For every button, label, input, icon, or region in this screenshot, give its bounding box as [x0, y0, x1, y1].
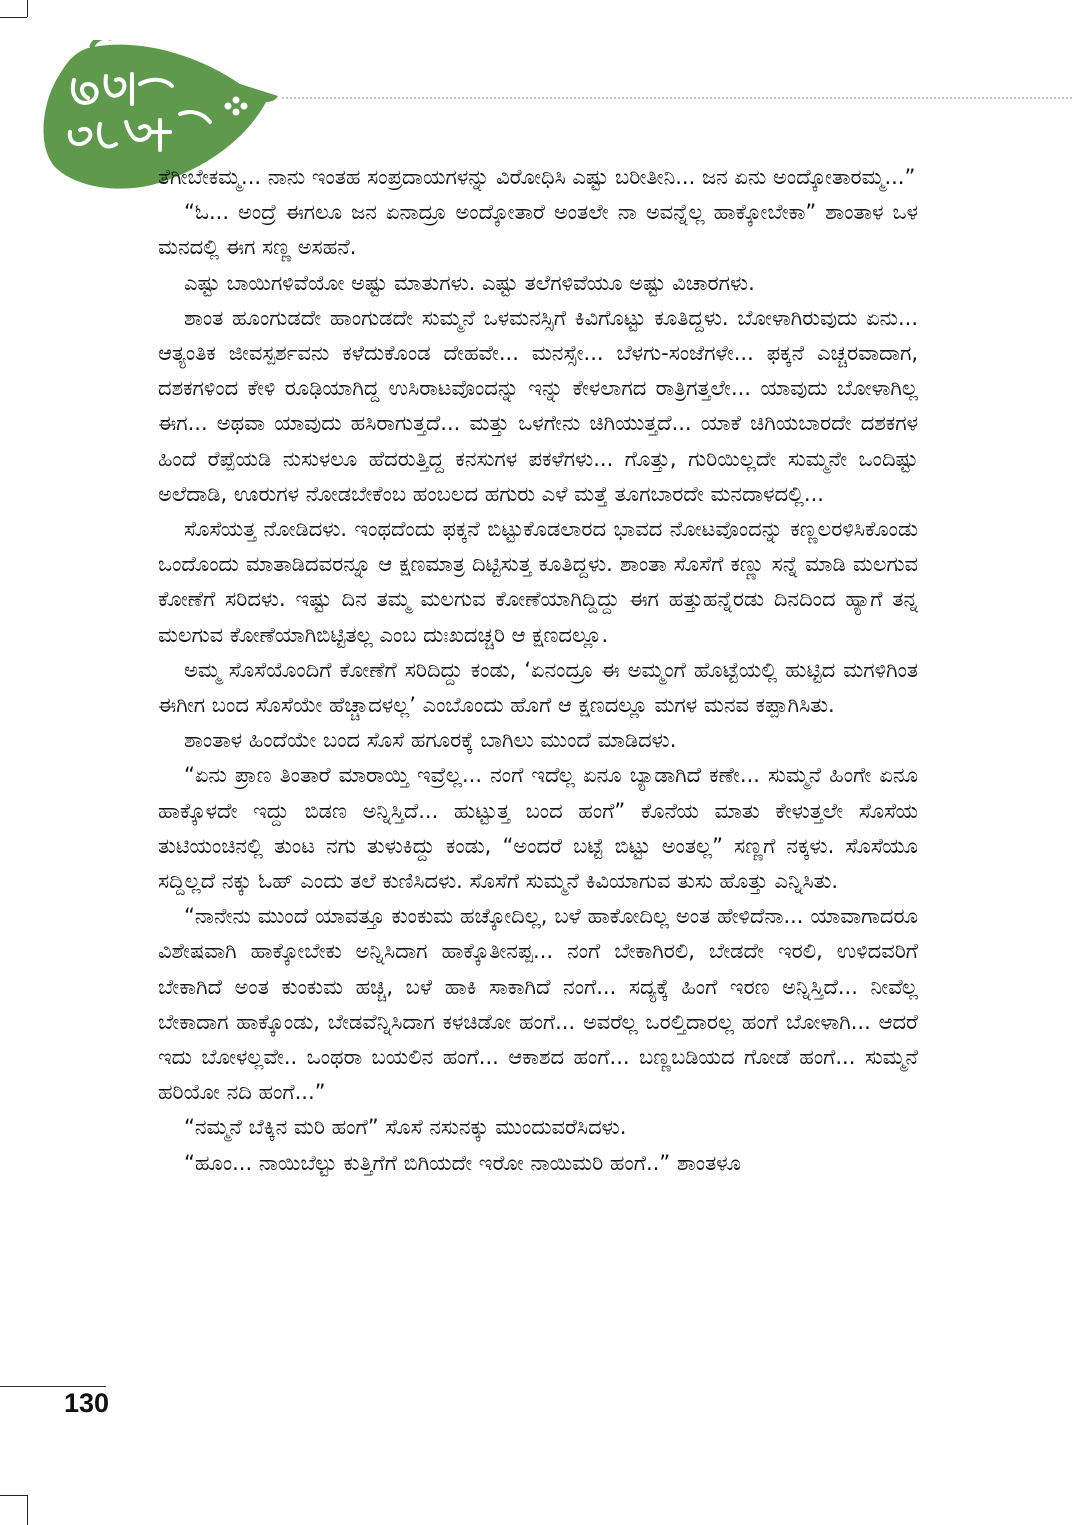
story-text — [158, 160, 918, 1181]
paragraph: ಅಮ್ಮ ಸೊಸೆಯೊಂದಿಗೆ ಕೋಣೆಗೆ ಸರಿದಿದ್ದು ಕಂಡು, ‘ಏನಂದ್ರೂ ಈ ಅಮ್ಮಂಗೆ ಹೊಟ್ಟೆಯಲ್ಲಿ ಹುಟ್ಟಿದ ಮಗಳಿಗಿಂತ ಈಗೀಗ ಬಂದ ಸೊಸೆಯೇ ಹೆಚ್ಚಾದಳಲ್ಲ’ ಎಂಬೊಂದು ಹೊಗೆ ಆ ಕ್ಷಣದಲ್ಲೂ ಮಗಳ ಮನವ ಕಪ್ಪಾಗಿಸಿತು. — [158, 657, 918, 718]
paragraph: ತೆಗೀಬೇಕಮ್ಮ... ನಾನು ಇಂತಹ ಸಂಪ್ರದಾಯಗಳನ್ನು ವಿರೋಧಿಸಿ ಎಷ್ಟು ಬರೀತೀನಿ... ಜನ ಏನು ಅಂದ್ಕೋತಾರಮ್ಮ...” — [158, 165, 916, 189]
header-dotted-rule — [282, 97, 1072, 99]
paragraph: ಶಾಂತ ಹೂಂಗುಡದೇ ಹಾಂಗುಡದೇ ಸುಮ್ಮನೆ ಒಳಮನಸ್ಸಿಗೆ ಕಿವಿಗೊಟ್ಟು ಕೂತಿದ್ದಳು. ಬೋಳಾಗಿರುವುದು ಏನು... ಆತ್ಯಂತಿಕ ಜೀವಸ್ಪರ್ಶವನು ಕಳೆದುಕೊಂಡ ದೇಹವೇ... ಮನಸ್ಸೇ... ಬೆಳಗು-ಸಂಜೆಗಳೇ... ಫಕ್ಕನೆ ಎಚ್ಚರವಾದಾಗ, ದಶಕಗಳಿಂದ ಕೇಳಿ ರೂಢಿಯಾಗಿದ್ದ ಉಸಿರಾಟವೊಂದನ್ನು ಇನ್ನು ಕೇಳಲಾಗದ ರಾತ್ರಿಗತ್ತಲೇ... ಯಾವುದು ಬೋಳಾಗಿಲ್ಲ ಈಗ... ಅಥವಾ ಯಾವುದು ಹಸಿರಾಗುತ್ತದೆ... ಮತ್ತು ಒಳಗೇನು ಚಿಗಿಯುತ್ತದೆ... ಯಾಕೆ ಚಿಗಿಯಬಾರದೇ ದಶಕಗಳ ಹಿಂದೆ ರೆಪ್ಪೆಯಡಿ ನುಸುಳಲೂ ಹೆದರುತ್ತಿದ್ದ ಕನಸುಗಳ ಪಕಳೆಗಳು... ಗೊತ್ತು, ಗುರಿಯಿಲ್ಲದೇ ಸುಮ್ಮನೇ ಒಂದಿಷ್ಟು ಅಲೆದಾಡಿ, ಊರುಗಳ ನೋಡಬೇಕೆಂಬ ಹಂಬಲದ ಹಗುರು ಎಳೆ ಮತ್ತೆ ತೂಗಬಾರದೇ ಮನದಾಳದಲ್ಲಿ... — [158, 305, 918, 506]
page-number: 130 — [64, 1388, 110, 1418]
paragraph: ಶಾಂತಾಳ ಹಿಂದೆಯೇ ಬಂದ ಸೊಸೆ ಹಗೂರಕ್ಕೆ ಬಾಗಿಲು ಮುಂದೆ ಮಾಡಿದಳು. — [184, 728, 677, 753]
paragraph: “ನಾನೇನು ಮುಂದೆ ಯಾವತ್ತೂ ಕುಂಕುಮ ಹಚ್ಕೋದಿಲ್ಲ, ಬಳೆ ಹಾಕೋದಿಲ್ಲ ಅಂತ ಹೇಳಿದೆನಾ... ಯಾವಾಗಾದರೂ ವಿಶೇಷವಾಗಿ ಹಾಕ್ಕೋಬೇಕು ಅನ್ನಿಸಿದಾಗ ಹಾಕ್ಕೊತೀನಪ್ಪ... ನಂಗೆ ಬೇಕಾಗಿರಲಿ, ಬೇಡದೇ ಇರಲಿ, ಉಳಿದವರಿಗೆ ಬೇಕಾಗಿದೆ ಅಂತ ಕುಂಕುಮ ಹಚ್ಚಿ, ಬಳೆ ಹಾಕಿ ಸಾಕಾಗಿದೆ ನಂಗೆ... ಸದ್ಯಕ್ಕೆ ಹಿಂಗೆ ಇರಣ ಅನ್ನಿಸ್ತಿದೆ... ನೀವೆಲ್ಲ ಬೇಕಾದಾಗ ಹಾಕ್ಕೊಂಡು, ಬೇಡವೆನ್ನಿಸಿದಾಗ ಕಳಚಿಡೋ ಹಂಗೆ... ಅವರೆಲ್ಲ ಒರಲ್ತಿದಾರಲ್ಲ ಹಂಗೆ ಬೋಳಾಗಿ... ಆದರೆ ಇದು ಬೋಳಲ್ಲವೇ.. ಒಂಥರಾ ಬಯಲಿನ ಹಂಗೆ... ಆಕಾಶದ ಹಂಗೆ... ಬಣ್ಣಬಡಿಯದ ಗೋಡೆ ಹಂಗೆ... ಸುಮ್ಮನೆ ಹರಿಯೋ ನದಿ ಹಂಗೆ...” — [158, 904, 918, 1105]
paragraph: “ಓ... ಅಂದ್ರೆ ಈಗಲೂ ಜನ ಏನಾದ್ರೂ ಅಂದ್ಕೋತಾರೆ ಅಂತಲೇ ನಾ ಅವನ್ನೆಲ್ಲ ಹಾಕ್ಕೋಬೇಕಾ” ಶಾಂತಾಳ ಒಳ ಮನದಲ್ಲಿ ಈಗ ಸಣ್ಣ ಅಸಹನೆ. — [158, 200, 918, 260]
paragraph: “ಹೂಂ... ನಾಯಿಬೆಲ್ಟು ಕುತ್ತಿಗೆಗೆ ಬಿಗಿಯದೇ ಇರೋ ನಾಯಿಮರಿ ಹಂಗೆ..” ಶಾಂತಳೂ — [184, 1150, 742, 1175]
folio-rule — [0, 1386, 106, 1387]
crop-mark-top — [27, 0, 28, 17]
crop-mark-bottom-h — [0, 1495, 27, 1496]
paragraph: “ನಮ್ಮನೆ ಬೆಕ್ಕಿನ ಮರಿ ಹಂಗೆ” ಸೊಸೆ ನಸುನಕ್ಕು ಮುಂದುವರೆಸಿದಳು. — [184, 1115, 627, 1140]
crop-mark-bottom — [27, 1495, 28, 1525]
crop-mark-top-h — [0, 17, 27, 18]
paragraph: ಎಷ್ಟು ಬಾಯಿಗಳಿವೆಯೋ ಅಷ್ಟು ಮಾತುಗಳು. ಎಷ್ಟು ತಲೆಗಳಿವೆಯೂ ಅಷ್ಟು ವಿಚಾರಗಳು. — [184, 270, 755, 295]
paragraph: “ಏನು ಪ್ರಾಣ ತಿಂತಾರೆ ಮಾರಾಯ್ತಿ ಇವ್ರೆಲ್ಲ... ನಂಗೆ ಇದೆಲ್ಲ ಏನೂ ಬ್ಯಾಡಾಗಿದೆ ಕಣೇ... ಸುಮ್ಮನೆ ಹಿಂಗೇ ಏನೂ ಹಾಕ್ಕೊಳದೇ ಇದ್ದು ಬಿಡಣ ಅನ್ನಿಸ್ತಿದೆ... ಹುಟ್ಟುತ್ತ ಬಂದ ಹಂಗೆ” ಕೊನೆಯ ಮಾತು ಕೇಳುತ್ತಲೇ ಸೊಸೆಯ ತುಟಿಯಂಚಿನಲ್ಲಿ ತುಂಟ ನಗು ತುಳುಕಿದ್ದು ಕಂಡು, “ಅಂದರೆ ಬಟ್ಟೆ ಬಿಟ್ಟು ಅಂತಲ್ಲ” ಸಣ್ಣಗೆ ನಕ್ಕಳು. ಸೊಸೆಯೂ ಸದ್ದಿಲ್ಲದೆ ನಕ್ಕು ಓಹ್ ಎಂದು ತಲೆ ಕುಣಿಸಿದಳು. ಸೊಸೆಗೆ ಸುಮ್ಮನೆ ಕಿವಿಯಾಗುವ ತುಸು ಹೊತ್ತು ಎನ್ನಿಸಿತು. — [158, 763, 918, 894]
paragraph: ಸೊಸೆಯತ್ತ ನೋಡಿದಳು. ಇಂಥದೆಂದು ಫಕ್ಕನೆ ಬಿಟ್ಟುಕೊಡಲಾರದ ಭಾವದ ನೋಟವೊಂದನ್ನು ಕಣ್ಣಲರಳಿಸಿಕೊಂಡು ಒಂದೊಂದು ಮಾತಾಡಿದವರನ್ನೂ ಆ ಕ್ಷಣಮಾತ್ರ ದಿಟ್ಟಿಸುತ್ತ ಕೂತಿದ್ದಳು. ಶಾಂತಾ ಸೊಸೆಗೆ ಕಣ್ಣು ಸನ್ನೆ ಮಾಡಿ ಮಲಗುವ ಕೋಣೆಗೆ ಸರಿದಳು. ಇಷ್ಟು ದಿನ ತಮ್ಮ ಮಲಗುವ ಕೋಣೆಯಾಗಿದ್ದಿದ್ದು ಈಗ ಹತ್ತುಹನ್ನೆರಡು ದಿನದಿಂದ ಹ್ಯಾಗೆ ತನ್ನ ಮಲಗುವ ಕೋಣೆಯಾಗಿಬಿಟ್ಟಿತಲ್ಲ ಎಂಬ ದುಃಖದಚ್ಚರಿ ಆ ಕ್ಷಣದಲ್ಲೂ. — [158, 517, 918, 647]
